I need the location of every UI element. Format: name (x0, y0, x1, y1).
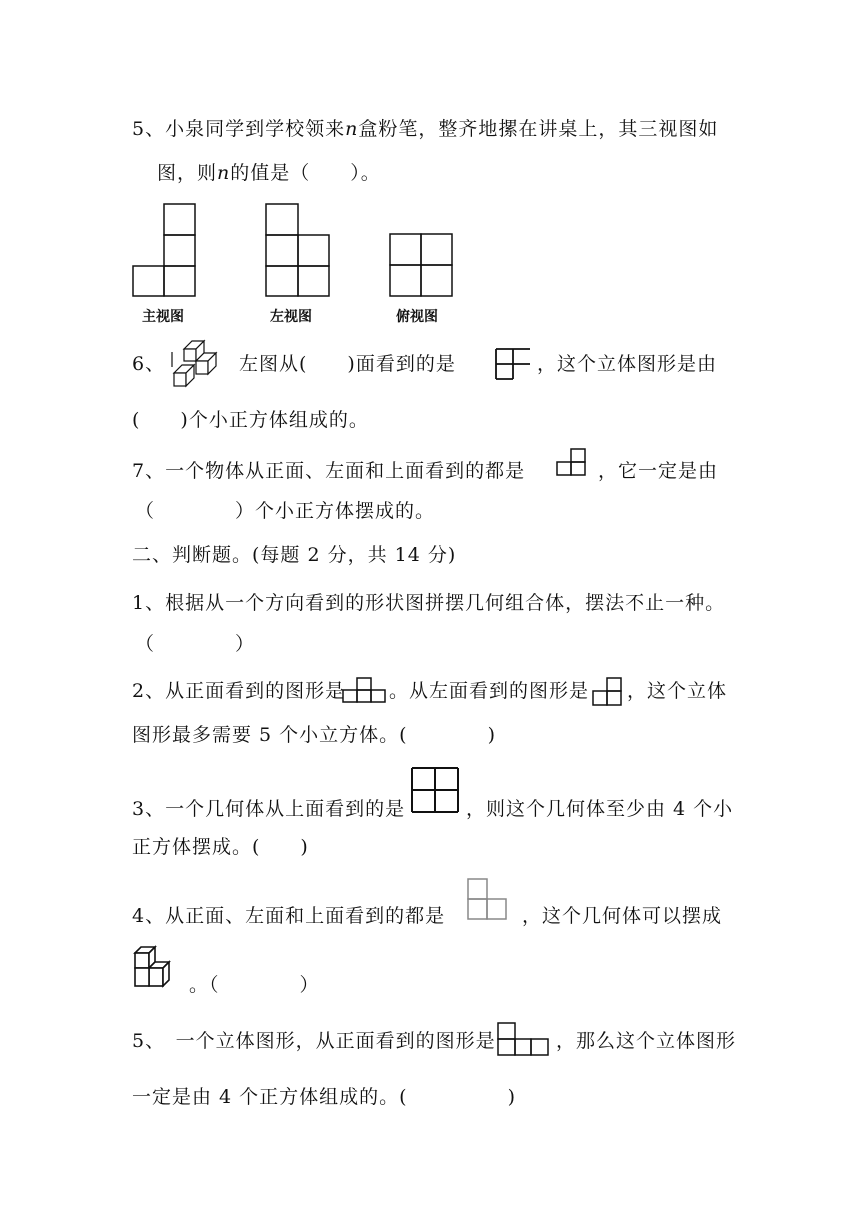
j4-text-a: 4、从正面、左面和上面看到的都是 (132, 905, 446, 927)
j5-text-a: 5、 一个立体图形，从正面看到的图形是 (132, 1030, 496, 1052)
q5-text-a: 5、小泉同学到学校领来 (132, 118, 346, 140)
j1-line2: （ ） (135, 633, 256, 655)
section2-heading: 二、判断题。(每题 2 分，共 14 分) (132, 544, 457, 566)
q5-line2 (157, 160, 381, 186)
j3-line2: 正方体摆成。( ) (132, 836, 309, 858)
j5-front-view-shape (496, 1021, 552, 1057)
j2-line2: 图形最多需要 5 个小立方体。( ) (132, 724, 496, 746)
top-view-caption: 俯视图 (396, 309, 438, 325)
q7-text-b: ，它一定是由 (598, 460, 719, 482)
j3-top-view-shape (408, 764, 464, 816)
q6-cube-stack-figure (170, 337, 222, 389)
j4-cube-figure (131, 944, 179, 992)
q6-view-shape (492, 345, 536, 383)
front-view-figure (132, 203, 196, 297)
j1-line1: 1、根据从一个方向看到的形状图拼摆几何组合体，摆法不止一种。 (132, 592, 726, 614)
j2-text-c: ，这个立体 (627, 680, 728, 702)
q5-variable: n (345, 118, 359, 140)
j4-text-b: ，这个几何体可以摆成 (522, 905, 723, 927)
q6-label: 6、 (132, 353, 166, 375)
j4-line2: 。（ ） (189, 974, 320, 996)
top-view-figure (389, 233, 453, 297)
j2-text-b: 。从左面看到的图形是 (389, 680, 590, 702)
j5-line2: 一定是由 4 个正方体组成的。( ) (132, 1086, 516, 1108)
j4-view-shape (466, 877, 510, 923)
q5-text-c: 图，则 (157, 162, 218, 184)
j3-text-a: 3、一个几何体从上面看到的是 (132, 798, 406, 820)
q5-text-b: 盒粉笔，整齐地摞在讲桌上，其三视图如 (358, 118, 719, 140)
q6-text-b: 左图从( )面看到的是 (239, 353, 456, 375)
left-view-caption: 左视图 (270, 309, 312, 325)
q6-line2: ( )个小正方体组成的。 (132, 409, 369, 431)
front-view-caption: 主视图 (142, 309, 184, 325)
q7-line2: （ ）个小正方体摆成的。 (135, 500, 436, 522)
q7-view-shape (556, 447, 590, 477)
q5-text-d: 的值是（ ）。 (230, 162, 381, 184)
q5-line1 (132, 116, 718, 142)
q7-text-a: 7、一个物体从正面、左面和上面看到的都是 (132, 460, 526, 482)
q5-variable-2: n (217, 162, 231, 184)
j5-text-b: ，那么这个立体图形 (556, 1030, 737, 1052)
j3-text-b: ，则这个几何体至少由 4 个小 (466, 798, 734, 820)
q6-text-c: ，这个立体图形是由 (537, 353, 718, 375)
left-view-figure (265, 203, 331, 297)
j2-front-view-shape (342, 676, 388, 704)
j2-text-a: 2、从正面看到的图形是 (132, 680, 346, 702)
j2-left-view-shape (591, 676, 625, 708)
